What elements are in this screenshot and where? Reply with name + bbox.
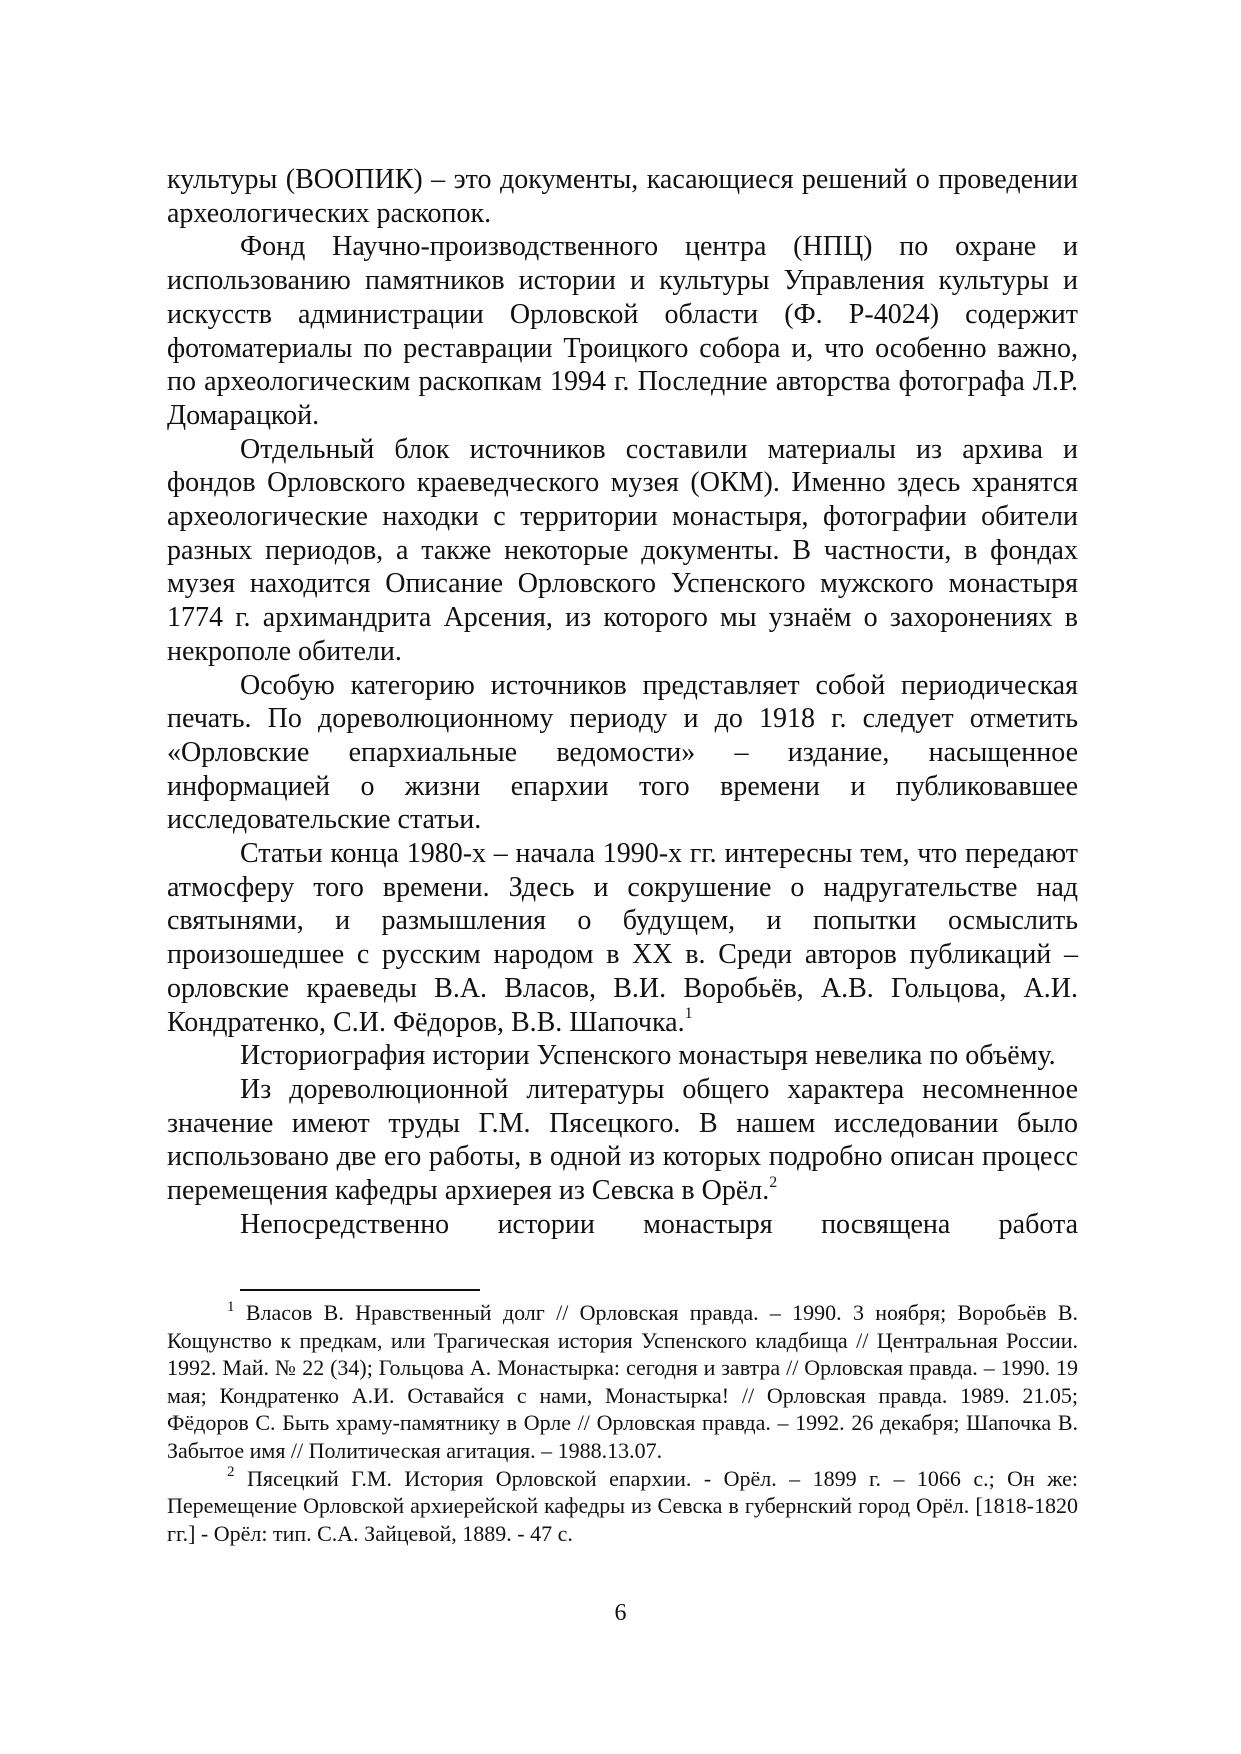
paragraph xyxy=(167,1208,1078,1242)
paragraph-text: Непосредственно истории монастыря посвящена работа xyxy=(240,1208,1078,1240)
footnotes xyxy=(167,1299,1078,1547)
paragraph-text: Отдельный блок источников составили материалы из архива и фондов Орловского краеведческого музея (ОКМ). Именно здесь хранятся археологические находки с территории монастыря, фотографии обители разных периодов, а также некоторые документы. В частности, в фондах музея находится Описание Орловского Успенского мужского монастыря 1774 г. архимандрита Арсения, из которого мы узнаём о захоронениях в некрополе обители. xyxy=(167,433,1078,667)
footnote-text: Пясецкий Г.М. История Орловской епархии. - Орёл. – 1899 г. – 1066 с.; Он же: Перемещение Орловской архиерейской кафедры из Севска в губернский город Орёл. [1818-1820 гг.] - Орёл: тип. С.А. Зайцевой, 1889. - 47 с. xyxy=(167,1465,1079,1546)
paragraph-text: Из дореволюционной литературы общего характера несомненное значение имеют труды Г.М. Пясецкого. В нашем исследовании было использовано две его работы, в одной из которых подробно описан процесс перемещения кафедры архиерея из Севска в Орёл. xyxy=(167,1073,1078,1207)
paragraph xyxy=(167,433,1078,669)
footnote-1 xyxy=(167,1299,1078,1465)
paragraph-text: Особую категорию источников представляет собой периодическая печать. По дореволюционному периоду и до 1918 г. следует отметить «Орловские епархиальные ведомости» – издание, насыщенное информацией о жизни епархии того времени и публиковавшее исследовательские статьи. xyxy=(167,669,1078,836)
footnote-ref-2[interactable]: 2 xyxy=(769,1173,778,1191)
footnote-marker: 2 xyxy=(227,1464,235,1481)
footnote-text: Власов В. Нравственный долг // Орловская правда. – 1990. 3 ноября; Воробьёв В. Кощунство к предкам, или Трагическая история Успенского кладбища // Центральная России. 1992. Май. № 22 (34); Гольцова А. Монастырка: сегодня и завтра // Орловская правда. – 1990. 19 мая; Кондратенко А.И. Оставайся с нами, Монастырка! // Орловская правда. 1989. 21.05; Фёдоров С. Быть храму-памятнику в Орле // Орловская правда. – 1992. 26 декабря; Шапочка В. Забытое имя // Политическая агитация. – 1988.13.07. xyxy=(167,1300,1079,1463)
paragraph-text: Статьи конца 1980-х – начала 1990-х гг. интересны тем, что передают атмосферу того времени. Здесь и сокрушение о надругательстве над святынями, и размышления о будущем, и попытки осмыслить произошедшее с русским народом в XX в. Среди авторов публикаций – орловские краеведы В.А. Власов, В.И. Воробьёв, А.В. Гольцова, А.И. Кондратенко, С.И. Фёдоров, В.В. Шапочка. xyxy=(167,838,1078,1038)
footnote-separator xyxy=(240,1289,480,1291)
footnote-ref-1[interactable]: 1 xyxy=(684,1005,693,1023)
paragraph xyxy=(167,669,1078,838)
paragraph xyxy=(167,163,1078,230)
paragraph-text: Фонд Научно-производственного центра (НПЦ) по охране и использованию памятников истории и культуры Управления культуры и искусств администрации Орловской области (Ф. Р-4024) содержит фотоматериалы по реставрации Троицкого собора и, что особенно важно, по археологическим раскопкам 1994 г. Последние авторства фотографа Л.Р. Домарацкой. xyxy=(167,231,1078,431)
paragraph xyxy=(167,230,1078,432)
paragraph xyxy=(167,1073,1078,1208)
paragraph xyxy=(167,1039,1078,1073)
footnote-marker: 1 xyxy=(227,1298,235,1315)
paragraph xyxy=(167,837,1078,1039)
paragraph-text: культуры (ВООПИК) – это документы, касающиеся решений о проведении археологических раскопок. xyxy=(167,164,1078,229)
paragraph-text: Историография истории Успенского монастыря невелика по объёму. xyxy=(240,1040,1056,1072)
page-number: 6 xyxy=(614,1600,627,1626)
body-text xyxy=(167,163,1078,1242)
footnote-2 xyxy=(167,1465,1078,1548)
